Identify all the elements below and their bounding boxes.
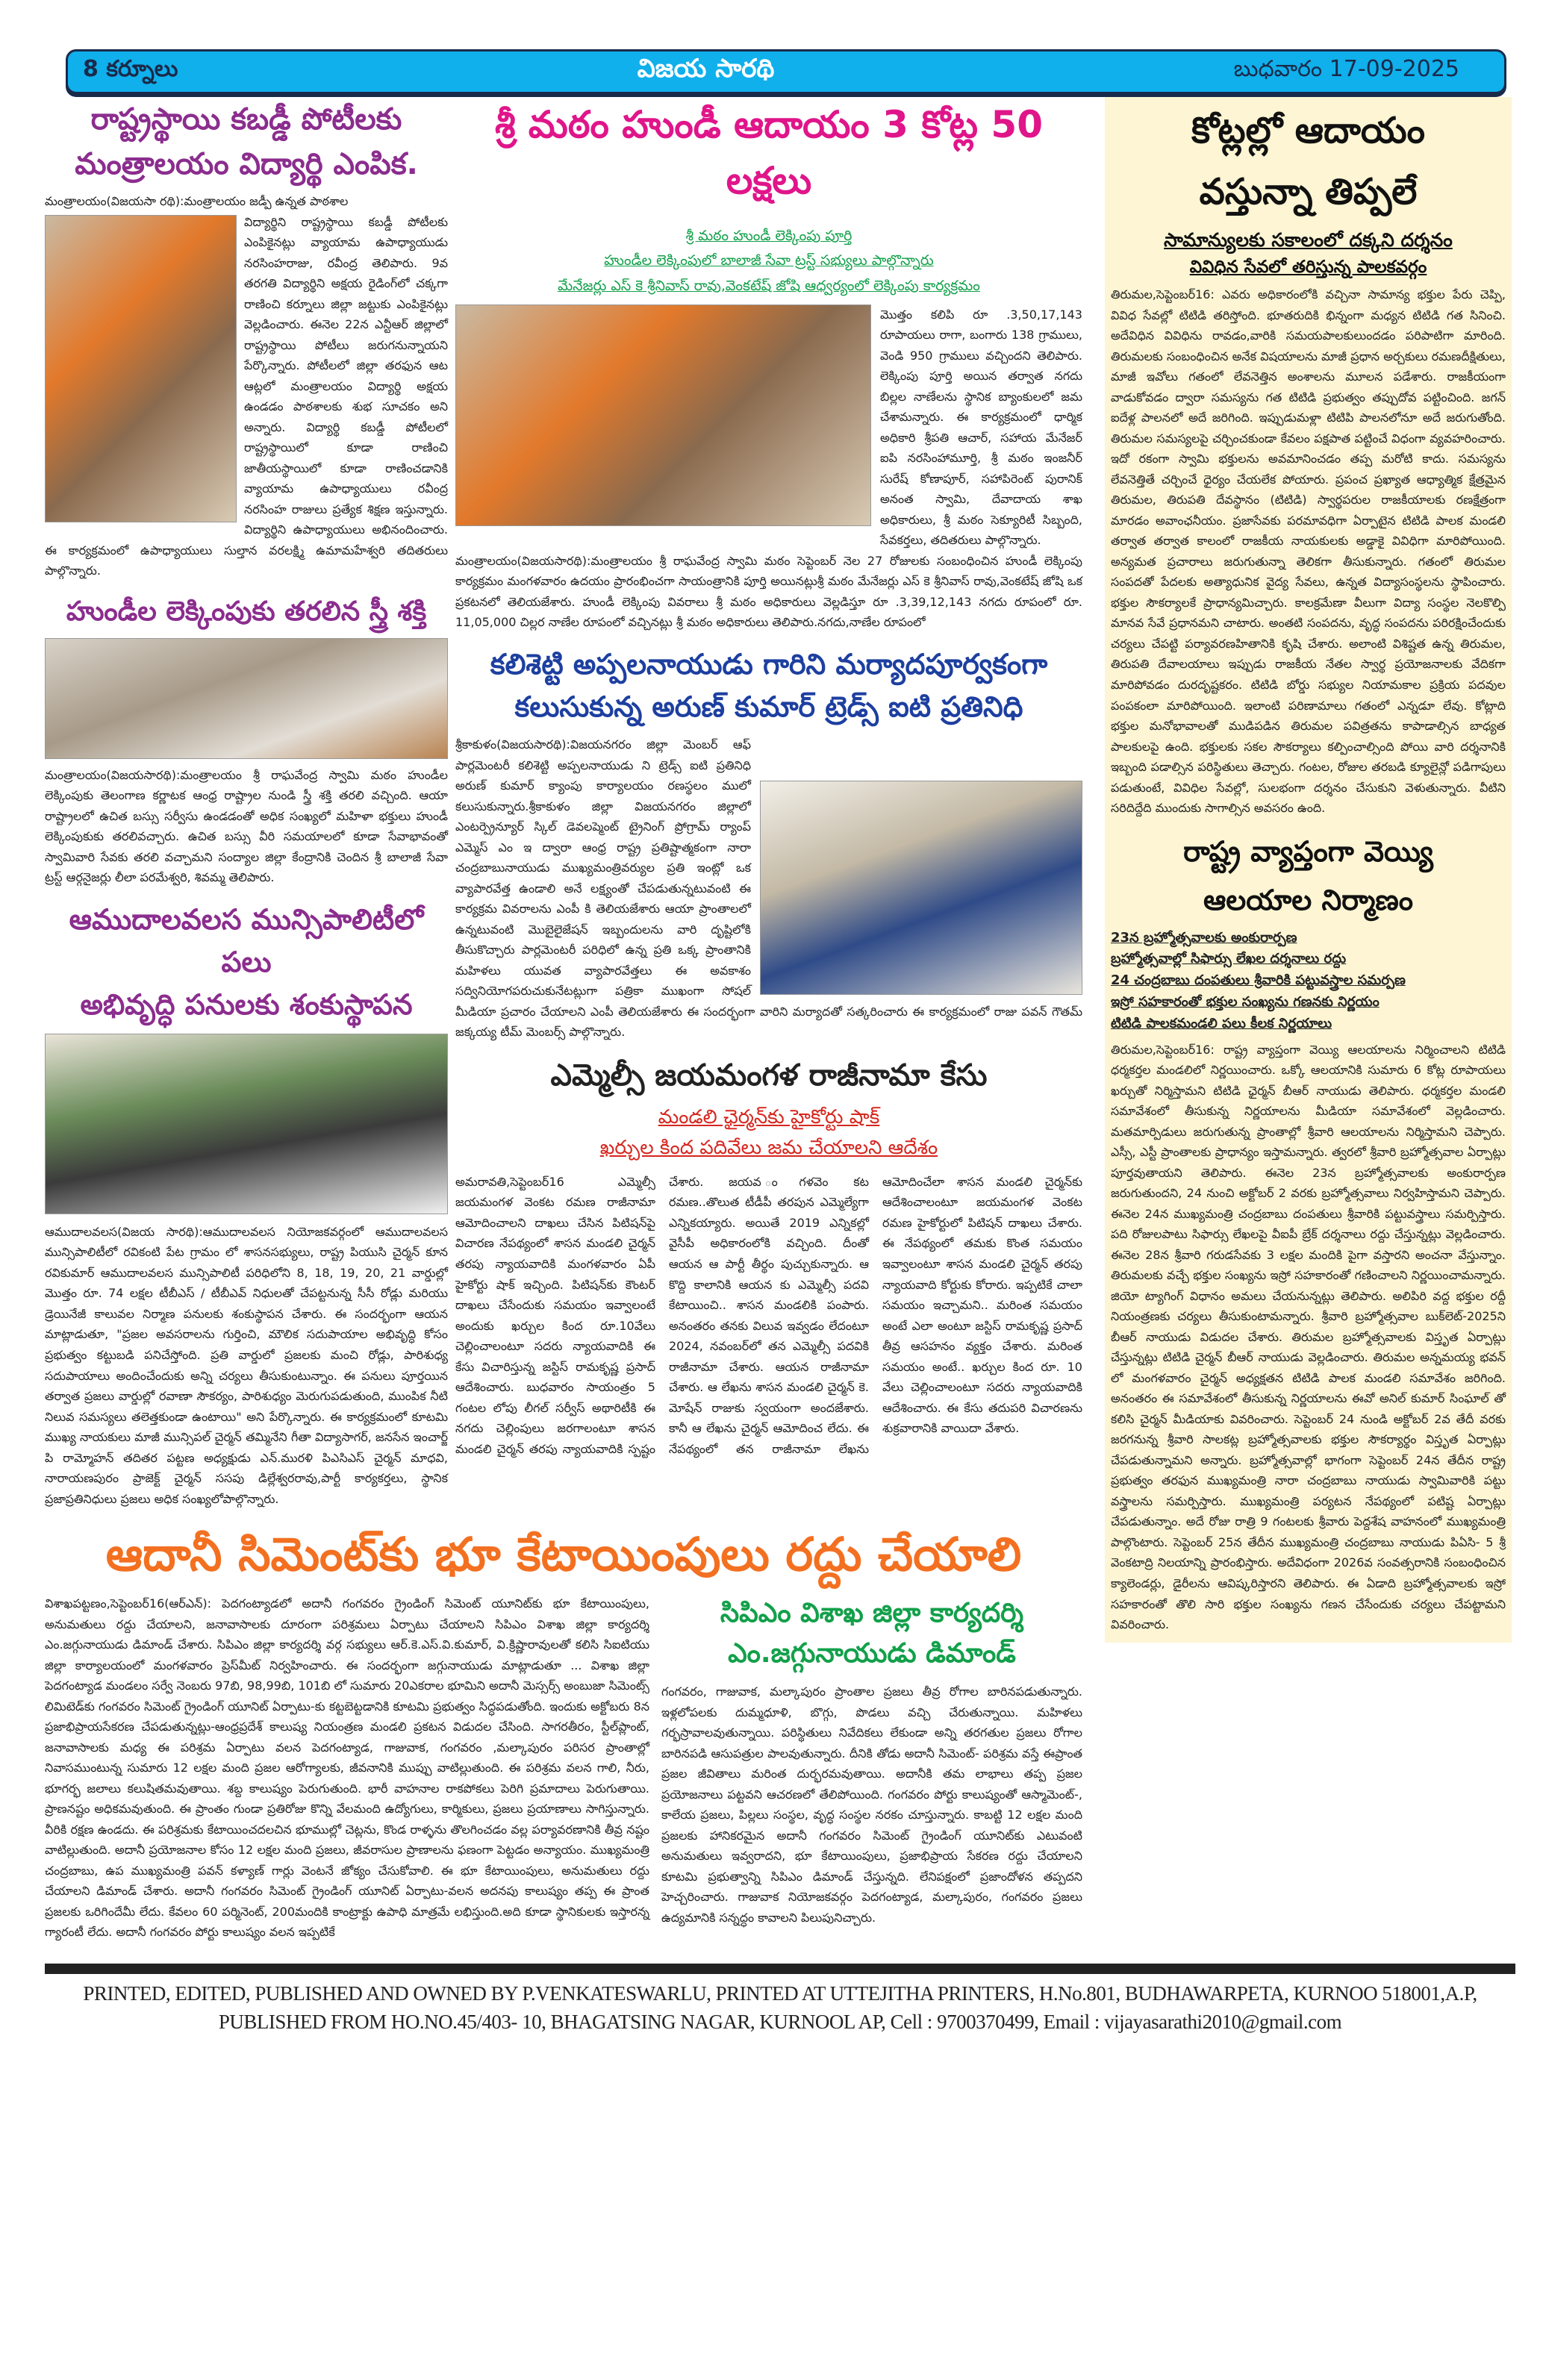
article-amudalavalasa xyxy=(45,899,448,1509)
right-column-panel xyxy=(1105,97,1512,1643)
article-body: తిరుమల,సెప్టెంబర్16: రాష్ట్ర వ్యాప్తంగా వెయ్యి ఆలయాలను నిర్మించాలని టిటిడి ధర్మకర్తల మండలిలో నిర్ణయించారు. ఒక్కో ఆలయానికి సుమారు 6 కోట్ల రూపాయలు ఖర్చుతో నిర్మిస్తామని టిటిడి ఛైర్మన్ బీఆర్ నాయుడు తెలిపారు. ధర్మకర్తల మండలి సమావేశంలో తీసుకున్న నిర్ణయాలను మీడియా సమావేశంలో వెల్లడించారు. మతమార్పిడులు జరుగుతున్న ప్రాంతాల్లో శ్రీవారి ఆలయాలను నిర్మిస్తామని చెప్పారు. ఎస్సీ, ఎస్టీ ప్రాంతాలకు ప్రాధాన్యం ఇస్తామన్నారు. త్వరలో శ్రీవారి బ్రహ్మోత్సవాల ఏర్పాట్లు పూర్తవుతాయని తెలిపారు. ఈనెల 23న బ్రహ్మోత్సవాలకు అంకురార్పణ జరుగుతుందని, 24 నుంచి అక్టోబర్ 2 వరకు బ్రహ్మోత్సవాలు నిర్వహిస్తామని చెప్పారు. ఈనెల 24న ముఖ్యమంత్రి చంద్రబాబు దంపతులు శ్రీవారికి పట్టువస్త్రాలు సమర్పిస్తారు. పది రోజులపాటు సిఫార్సు లేఖలపై వీఐపీ బ్రేక్ దర్శనాలు రద్దు చేస్తున్నట్లు వెల్లడించారు. ఈనెల 28న శ్రీవారి గరుడసేవకు 3 లక్షల మందికి పైగా వస్తారని అంచనా వేస్తున్నాం. తిరుమలకు వచ్చే భక్తుల సంఖ్యను ఇస్రో సహకారంతో గణించాలని నిర్ణయించామన్నారు. జియో ట్యాగింగ్ విధానం అమలు చేయనున్నట్లు తెలిపారు. అలిపిరి వద్ద భక్తుల రద్దీ నియంత్రణకు చర్యలు తీసుకుంటామన్నారు. శ్రీవారి బ్రహ్మోత్సవాల బుక్‌లెట్‌-2025ని బీఆర్ నాయుడు విడుదల చేశారు. తిరుమల బ్రహ్మోత్సవాలకు విస్తృత ఏర్పాట్లు చేస్తున్నట్లు టిటిడి చైర్మన్ బీఆర్ నాయుడు వెల్లడించారు. తిరుమల అన్నమయ్య భవన్ లో మంగళవారం చైర్మన్ అధ్యక్షతన టిటిడి పాలక మండలి సమావేశం జరిగింది. అనంతరం ఈ సమావేశంలో తీసుకున్న నిర్ణయాలను ఈవో అనిల్ కుమార్ సింఘాల్ తో కలిసి చైర్మన్ మీడియాకు వివరించారు. సెప్టెంబర్ 24 నుండి అక్టోబర్ 2వ తేదీ వరకు జరగనున్న శ్రీవారి సాలకట్ల బ్రహ్మోత్సవాలకు భక్తుల సౌకర్యార్థం విస్తృత ఏర్పాట్లు చేపడుతున్నామని అన్నారు. బ్రహ్మోత్సవాల్లో భాగంగా సెప్టెంబర్ 24న తేదీన రాష్ట్ర ప్రభుత్వం తరఫున ముఖ్యమంత్రి నారా చంద్రబాబు నాయుడు స్వామివారికి పట్టు వస్త్రాలను సమర్పిస్తారు. ముఖ్యమంత్రి పర్యటన నేపథ్యంలో పటిష్ట ఏర్పాట్లు చేపడుతున్నాం. అదే రోజు రాత్రి 9 గంటలకు శ్రీవారు పెద్దశేష వాహనంలో ముఖ్యమంత్రి పాల్గొంటారు. సెప్టెంబర్ 25న తేదీన ముఖ్యమంత్రి చంద్రబాబు నాయుడు పిఏసి- 5 శ్రీ వెంకటాద్రి నిలయాన్ని ప్రారంభిస్తారు. అదేవిధంగా 2026వ సంవత్సరానికి సంబంధించిన క్యాలెండర్లు, డైరీలను ఆవిష్కరిస్తారని తెలిపారు. ఈ ఏడాది బ్రహ్మోత్సవాలకు ఇస్రో సహకారంతో తొలి సారి భక్తుల సంఖ్యను గణన చేసేందుకు చర్యలు చేపట్టామని వివరించారు. xyxy=(1111,1042,1506,1632)
subheadline: ఎం.జగ్గునాయుడు డిమాండ్ xyxy=(728,1638,1016,1670)
masthead: విజయ సారథి xyxy=(637,54,775,84)
article-body: అమరావతి,సెప్టెంబర్16 ఎమ్మెల్సీ జయమంగళ వెంకట రమణ రాజీనామా ఆమోదించాలని దాఖలు చేసిన పిటిషన్‌పై విచారణ నేపథ్యంలో శాసన మండలి చైర్మన్ తరపు న్యాయవాదికి మంగళవారం ఏపీ హైకోర్టు షాక్ ఇచ్చింది. పిటిషన్‌కు కౌంటర్ దాఖలు చేసేందుకు సమయం ఇవ్వాలంటే అందుకు ఖర్చుల కింద రూ.10వేలు చెల్లించాలంటూ సదరు న్యాయవాదికి ఈ కేసు విచారిస్తున్న జస్టిస్ రామకృష్ణ ప్రసాద్ ఆదేశించారు. బుధవారం సాయంత్రం 5 గంటల లోపు లీగల్ సర్వీస్ అథారిటీకి ఈ నగదు చెల్లింపులు జరగాలంటూ శాసన మండలి చైర్మన్ తరపు న్యాయవాదికి స్పష్టం చేశారు. జయవ ంగళవెం కట రమణ..తొలుత టీడీపీ తరపున ఎమ్మెల్యేగా ఎన్నికయ్యారు. అయితే 2019 ఎన్నికల్లో వైసీపీ అధికారంలోకి వచ్చింది. దీంతో ఆయన ఆ పార్టీ తీర్థం పుచ్చుకున్నారు. ఆ కొద్ది కాలానికి ఆయన కు ఎమ్మెల్సీ పదవి కేటాయించి.. శాసన మండలికి పంపారు. అనంతరం తనకు విలువ ఇవ్వడం లేదంటూ 2024, నవంబర్‌లో తన ఎమ్మెల్సీ పదవికి రాజీనామా చేశారు. ఆయన రాజీనామా చేశారు. ఆ లేఖను శాసన మండలి చైర్మన్ కె. మోషేన్ రాజుకు స్వయంగా అందజేశారు. కానీ ఆ లేఖను చైర్మన్ ఆమోదించ లేదు. ఈ నేపథ్యంలో తన రాజీనామా లేఖను ఆమోదించేలా శాసన మండలి చైర్మన్‌కు ఆదేశించాలంటూ జయమంగళ వెంకట రమణ హైకోర్టులో పిటిషన్ దాఖలు చేశారు. ఈ నేపథ్యంలో తమకు కొంత సమయం ఇవ్వాలంటూ శాసన మండలి చైర్మన్ తరపు న్యాయవాది కోర్టుకు కోరారు. ఇప్పటికే చాలా సమయం ఇచ్చామని.. మరింత సమయం అంటే ఎలా అంటూ జస్టిస్ రామకృష్ణ ప్రసాద్ తీవ్ర ఆసహనం వ్యక్తం చేశారు. మరింత సమయం అంటే.. ఖర్చుల కింద రూ. 10 వేలు చెల్లించాలంటూ సదరు న్యాయవాదికి ఆదేశించారు. ఈ కేసు తదుపరి విచారణను శుక్రవారానికి వాయిదా వేశారు. xyxy=(455,1174,1082,1456)
headline: ఆలయాల నిర్మాణం xyxy=(1203,883,1414,916)
page-columns xyxy=(45,97,1543,1953)
subheadline: వివిధిన సేవలో తరిస్తున్న పాలకవర్గం xyxy=(1189,257,1427,277)
imprint-line-1: PRINTED, EDITED, PUBLISHED AND OWNED BY P.VENKATESWARLU, PRINTED AT UTTEJITHA PRINTERS, H.No.801, BUDHAWARPETA, KURNOO 518001,A.P, xyxy=(83,1981,1477,2005)
issue-date: బుధవారం 17-09-2025 xyxy=(1233,56,1459,82)
photo-foundation-stone xyxy=(45,1034,448,1214)
subheadline: మేనేజర్లు ఎస్ కె శ్రీనివాస్ రావు,వెంకటేష్ జోషి ఆధ్వర్యంలో లెక్కింపు కార్యక్రమం xyxy=(558,277,980,294)
page-number-label: 8 కర్నూలు xyxy=(83,56,178,82)
article-body: శ్రీకాకుళం(విజయసారథి):విజయనగరం జిల్లా మెంబర్ ఆఫ్ పార్లమెంటరీ కలిశెట్టి అప్పలనాయుడు ని ట్రెడ్స్ ఐటి ప్రతినిధి అరుణ్ కుమార్ క్యాంపు కార్యాలయం రణస్థలం ములో కలుసుకున్నారు.శ్రీకాకుళం జిల్లా విజయనగరం జిల్లాలో ఎంటర్ప్రెన్యూర్ స్కిల్ డెవలప్మెంట్ ట్రైనింగ్ ప్రోగ్రామ్ ర్యాంప్ ఎమ్మెస్ ఎం ఇ ద్వారా ఆంధ్ర రాష్ట్ర ప్రతిష్టాత్మకంగా నారా చంద్రబాబునాయుడు ముఖ్యమంత్రివర్యుల ప్రతి ఇంట్లో ఒక వ్యాపారవేత్త ఉండాలి అనే లక్ష్యంతో చేపడుతున్నటువంటి ఈ కార్యక్రమ వివరాలను ఎంపీ కి తెలియజేశారు ఆయా ప్రాంతాలలో ఉన్నటువంటి మొబైలైజేషన్ ఇబ్బందులను వారి దృష్టిలోకి తీసుకొచ్చారు పార్లమెంటరీ పరిధిలో ఉన్న ప్రతి ఒక్క ప్రాంతానికి మహిళలు యువత వ్యాపారవేత్తలు ఈ అవకాశం సద్వినియోగపరుచుకునేటట్లుగా పత్రికా ముఖంగా సోషల్ మీడియా ప్రచారం చేయాలని ఎంపీ తెలియజేశారు ఈ సందర్భంగా వారిని మర్యాదతో సత్కరించారు ఈ కార్యక్రమంలో రాజు పవన్ గౌతమ్ జక్కయ్య టీమ్ మెంబర్స్ పాల్గొన్నారు. xyxy=(455,737,1082,1040)
headline: కోట్లల్లో ఆదాయం xyxy=(1191,110,1425,152)
headline: హుండీల లెక్కింపుకు తరలిన స్త్రీ శక్తి xyxy=(66,596,427,627)
article-body-right: గంగవరం, గాజువాక, మల్కాపురం ప్రాంతాల ప్రజలు తీవ్ర రోగాల బారినపడుతున్నారు. ఇళ్లలోపలకు దుమ్మధూళి, బొగ్గు, పొడలు వచ్చి చేరుతున్నాయి. మహిళలు గర్భస్రావాలవుతున్నాయి. పరిస్థితులు నివేదికలు లేకుండా అన్ని తరగతుల ప్రజలు రోగాల బారినపడి ఆసుపత్రుల పాలవుతున్నారు. దీనికి తోడు అదానీ సిమెంట్- పరిశ్రమ వస్తే ఈప్రాంత ప్రజల జీవితాలు మరింత దుర్భరమవుతాయి. అదానీకి తమ లాభాలు తప్ప ప్రజల ప్రయోజనాలు పట్టవని ఆచరణలో తేలిపోయింది. గంగవరం పోర్టు కాలుష్యంతో ఆస్మామెంట్-, కాలేయ ప్రజలు, పిల్లలు సంస్థల, వృద్ధ సంస్థల నరకం చూస్తున్నారు. కాబట్టి 12 లక్షల మంది ప్రజలకు హానికరమైన అదానీ గంగవరం సిమెంట్ గ్రైండింగ్ యూనిట్‌కు ఎటువంటి అనుమతులు ఇవ్వరాదని, భూ కేటాయింపులు, ప్రజాభిప్రాయ సేకరణ రద్దు చేయాలని కూటమి ప్రభుత్వాన్ని సిపిఎం డిమాండ్ చేస్తున్నది. లేనిపక్షంలో ప్రజాందోళన తప్పదని హెచ్చరించారు. గాజువాక నియోజకవర్గం పెదగంట్యాడ, మల్కాపురం, గంగవరం ప్రజలు ఉద్యమానికి సన్నద్ధం కావాలని పిలుపునిచ్చారు. xyxy=(661,1684,1082,1925)
headline: రాష్ట్ర వ్యాప్తంగా వెయ్యి xyxy=(1183,834,1433,868)
subheadline: టిటిడి పాలకమండలి పలు కీలక నిర్ణయాలు xyxy=(1111,1015,1332,1031)
article-body: విద్యార్థిని రాష్ట్రస్థాయి కబడ్డీ పోటీలకు ఎంపికైనట్లు వ్యాయామ ఉపాధ్యాయుడు నరసింహరాజు, రవీంద్ర తెలిపారు. 9వ తరగతి విద్యార్థిని అక్షయ రైడింగ్‌లో చక్కగా రాణించి కర్నూలు జిల్లా జట్టుకు ఎంపికైనట్లు వెల్లడించారు. ఈనెల 22న ఎన్టీఆర్ జిల్లాలో రాష్ట్రస్థాయి పోటీలు జరుగనున్నాయని పేర్కొన్నారు. పోటీలలో జిల్లా తరఫున ఆట ఆట్లలో మంత్రాలయం విద్యార్థి అక్షయ ఉండడం పాఠశాలకు శుభ సూచకం అని అన్నారు. విద్యార్థి కబడ్డీ పోటీలలో రాష్ట్రస్థాయిలో కూడా రాణించి జాతీయస్థాయిలో కూడా రాణించడానికి వ్యాయామ ఉపాధ్యాయులు రవీంద్ర నరసింహ రాజులు ప్రత్యేక శిక్షణ ఇస్తున్నారు. విద్యార్థిని ఉపాధ్యాయులు అభినందించారు. ఈ కార్యక్రమంలో ఉపాధ్యాయులు సుల్తాన వరలక్ష్మి ఉమామహేశ్వరి తదితరులు పాల్గొన్నారు. xyxy=(45,214,448,578)
subheadline: సిపిఎం విశాఖ జిల్లా కార్యదర్శి xyxy=(720,1598,1024,1629)
page-header-bar xyxy=(66,49,1506,94)
headline: కలిశెట్టి అప్పలనాయుడు గారిని మర్యాదపూర్వకంగా xyxy=(490,648,1048,681)
article-adani-cement xyxy=(45,1519,1082,1943)
headline: ఆముదాలవలస మున్సిపాలిటీలో పలు xyxy=(69,902,424,978)
headline: రాష్ట్రస్థాయి కబడ్డీ పోటీలకు xyxy=(90,102,402,137)
subheadline: ఇస్రో సహకారంతో భక్తుల సంఖ్యను గణనకు నిర్ణయం xyxy=(1111,993,1380,1010)
article-srimatham-hundi xyxy=(455,97,1082,633)
headline: ఎమ్మెల్సీ జయమంగళ రాజీనామా కేసు xyxy=(550,1058,988,1093)
photo-meeting xyxy=(760,781,1082,995)
subheadline: 24 చంద్రబాబు దంపతులు శ్రీవారికి పట్టువస్త్రాల సమర్పణ xyxy=(1111,972,1406,989)
middle-column xyxy=(455,97,1082,1469)
article-kalisetti xyxy=(455,643,1082,1043)
headline: కలుసుకున్న అరుణ్ కుమార్ ట్రెడ్స్ ఐటి ప్రతినిధి xyxy=(514,690,1023,723)
footer-rule xyxy=(45,1964,1515,1974)
photo-hundi-counting xyxy=(45,638,448,759)
article-body: ఆముదాలవలస(విజయ సారథి):ఆముదాలవలస నియోజకవర్గంలో ఆముదాలవలస మున్సిపాలిటీలో రవికంటి పేట గ్రామం లో శాసనసభ్యులు, రాష్ట్ర పియుసి చైర్మన్ కూన రవికుమార్ ఆముదాలవలస మున్సిపాలిటీ పరిధిలోని 8, 18, 19, 20, 21 వార్డుల్లో మొత్తం రూ. 74 లక్షల టీబీఎస్ / టీబీఎవ్ నిధులతో చేపట్టనున్న సీసీ రోడ్లు మరియు డ్రెయినేజీ కాలువల నిర్మాణ పనులకు శంకుస్థాపన చేశారు. ఈ సందర్భంగా ఆయన మాట్లాడుతూ, "ప్రజల అవసరాలను గుర్తించి, మౌలిక సదుపాయాల అభివృద్ధి కోసం ప్రభుత్వం కట్టుబడి పనిచేస్తోంది. ప్రతి వార్డులో ప్రజలకు మంచి రోడ్లు, పారిశుధ్య సదుపాయాలు అందించేందుకు అన్ని చర్యలు తీసుకుంటున్నాం. ఈ పనులు పూర్తయిన తర్వాత ప్రజలు వార్డుల్లో రవాణా సౌకర్యం, పారిశుధ్యం మెరుగుపడుతుంది, ముంపిక నీటి నిలువ సమస్యలు తలెత్తకుండా ఉంటాయి" అని పేర్కొన్నారు. ఈ కార్యక్రమంలో కూటమి ముఖ్య నాయకులు మాజీ మున్సిపల్ చైర్మన్ తమ్మినేని గీతా విద్యాసాగర్, జనసేన ఇంచార్జ్ పి రామ్మోహన్ తదితర పట్టణ అధ్యక్షుడు ఎన్.మురళి పిఎసిఎస్ చైర్మన్ మాధవి, నారాయణపురం ప్రాజెక్ట్ చైర్మన్ ససపు డిల్లేశ్వరరావు,పార్టీ కార్యకర్తలు, స్థానిక ప్రజాప్రతినిధులు ప్రజలు అధిక సంఖ్యలోపాల్గొన్నారు. xyxy=(45,1224,448,1506)
article-mlc-resignation xyxy=(455,1053,1082,1459)
headline: శ్రీ మఠం హుండీ ఆదాయం 3 కోట్ల 50 లక్షలు xyxy=(495,103,1043,202)
subheadline: సామాన్యులకు సకాలంలో దక్కని దర్శనం xyxy=(1164,229,1453,252)
headline: మంత్రాలయం విద్యార్థి ఎంపిక. xyxy=(75,147,418,181)
subheadline: మండలి ఛైర్మన్‌కు హైకోర్టు షాక్ xyxy=(658,1105,880,1128)
subheadline: ఖర్చుల కింద పదివేలు జమ చేయాలని ఆదేశం xyxy=(599,1137,938,1160)
subheadline: బ్రహ్మోత్సవాల్లో సిఫార్సు లేఖల దర్శనాలు రద్దు xyxy=(1111,951,1347,967)
subheadline: హుండీల లెక్కింపులో బాలాజీ సేవా ట్రస్ట్ సభ్యులు పాల్గొన్నారు xyxy=(604,252,934,269)
headline: వస్తున్నా తిప్పలే xyxy=(1199,171,1418,213)
article-kabaddi xyxy=(45,97,448,581)
subheadline: శ్రీ మఠం హుండీ లెక్కింపు పూర్తి xyxy=(685,228,852,244)
imprint-line-2: PUBLISHED FROM HO.NO.45/403- 10, BHAGATSING NAGAR, KURNOOL AP, Cell : 9700370499, Email : vijayasarathi2010@gmail.com xyxy=(218,2010,1342,2033)
left-column xyxy=(45,97,448,1519)
subheadline: 23న బ్రహ్మోత్సవాలకు అంకురార్పణ xyxy=(1111,929,1297,946)
article-body-left: విశాఖపట్టణం,సెప్టెంబర్16(ఆర్‌ఎన్): పెదగంట్యాడలో అదానీ గంగవరం గ్రైండింగ్ సిమెంట్ యూనిట్‌కు భూ కేటాయింపులు, అనుమతులు రద్దు చేయాలని, జనావాసాలకు దూరంగా పరిశ్రమలు ఏర్పాటు చేయాలని సిపిఎం విశాఖ జిల్లా కార్యదర్శి ఎం.జగ్గునాయుడు డిమాండ్ చేశారు. సిపిఎం జిల్లా కార్యదర్శి వర్గ సభ్యులు ఆర్.కె.ఎస్.వి.కుమార్, వి.క్రిష్ణారావులతో కలిసి సిఐటియు జిల్లా కార్యాలయంలో మంగళవారం ప్రెస్‌మీట్ నిర్వహించారు. ఈ సందర్భంగా జగ్గునాయుడు మాట్లాడుతూ ... విశాఖ జిల్లా పెదగంట్యాడ మండలం సర్వే నెంబరు 97బి, 98,99బి, 101బి లో సుమారు 20ఎకరాల భూమిని అదానీ మెస్సర్స్ అంబుజా సిమెంట్స్ లిమిటెడ్‌కు గంగవరం సిమెంట్ గ్రైండింగ్ యూనిట్ ఏర్పాటు-కు కట్టబెట్టడానికి కూటమి ప్రభుత్వం సిద్ధపడుతోంది. ఇందుకు అక్టోబరు 8న ప్రజాభిప్రాయసేకరణ చేపడుతున్నట్లు-ఆంధ్రప్రదేశ్ కాలుష్య నియంత్రణ మండలి ప్రకటన విడుదల చేసింది. సాగరతీరం, స్టీల్‌ప్లాంట్, జనావాసాలకు మధ్య ఈ పరిశ్రమ ఏర్పాటు వలన పెదగంట్యాడ, గాజువాక, గంగవరం ,మల్కాపురం పరిసర ప్రాంతాల్లో నివాసముంటున్న సుమారు 12 లక్షల మంది ప్రజల ఆరోగ్యాలకు, జీవనానికి ముప్పు వాటిల్లుతుంది. ఈ పరిశ్రమ వలన గాలి, నీరు, భూగర్భ జలాలు కలుషితమవుతాయి. శబ్ద కాలుష్యం పెరుగుతుంది. భారీ వాహనాల రాకపోకలు పెరిగి ప్రమాదాలు పెరుగుతాయి. ప్రాణనష్టం అధికమవుతుంది. ఈ ప్రాంతం గుండా ప్రతిరోజు కొన్ని వేలమంది ఉద్యోగులు, కార్మికులు, ప్రజలు ప్రయాణాలు సాగిస్తున్నారు. వీరికి రక్షణ ఉండదు. ఈ పరిశ్రమకు కేటాయించదలచిన భూముల్లో చెట్లను, కొండ రాళ్ళను తొలగించడం వల్ల పర్యావరణానికి తీవ్ర నష్టం వాటిల్లుతుంది. అదానీ ప్రయోజనాల కోసం 12 లక్షల మంది ప్రజలు, జీవరాసుల ప్రాణాలను ఫణంగా పెట్టడం అన్యాయం. ముఖ్యమంత్రి చంద్రబాబు, ఉప ముఖ్యమంత్రి పవన్ కళ్యాణ్ గార్లు వెంటనే జోక్యం చేసుకోవాలి. ఈ భూ కేటాయింపులు, అనుమతులు రద్దు చేయాలని డిమాండ్ చేశారు. అదానీ గంగవరం సిమెంట్ గ్రైండింగ్ యూనిట్ ఏర్పాటు-వలన అదనపు కాలుష్యం తప్ప ఈ ప్రాంత ప్రజలకు ఒరిగిందేమీ లేదు. కేవలం 60 పర్మినెంట్, 200మందికి కాంట్రాక్టు ఉపాధి మాత్రమే లభిస్తుంది.అది కూడా స్థానికులకు ఇస్తారన్న గ్యారంటీ లేదు. అదానీ గంగవరం పోర్టు కాలుష్యం వలన ఇప్పటికే xyxy=(45,1596,649,1940)
article-side-body: మొత్తం కలిపి రూ .3,50,17,143 రూపాయలు రాగా, బంగారు 138 గ్రాములు, వెండి 950 గ్రాములు వచ్చిందని తెలిపారు. లెక్కింపు పూర్తి అయిన తర్వాత నగదు బిల్లల నాణేలను స్థానిక బ్యాంకులలో జమ చేశామన్నారు. ఈ కార్యక్రమంలో ధార్మిక అధికారి శ్రీపతి ఆచార్, సహాయ మేనేజర్ ఐపి నరసింహామూర్తి, శ్రీ మఠం ఇంజనీర్ సురేష్ కోణాపూర్, సహాపిరెంట్ పురానిక్ అనంత స్వామి, దేవాదాయ శాఖ అధికారులు, శ్రీ మఠం సెక్యూరిటీ సిబ్బంది, సేవకర్తలు, తదితరులు పాల్గొన్నారు. xyxy=(880,307,1082,548)
article-body: తిరుమల,సెప్టెంబర్16: ఎవరు అధికారంలోకి వచ్చినా సామాన్య భక్తుల పేరు చెప్పి, వివిధ సేవల్లో టిటిడి తరిస్తోంది. భూతరుదికి భిన్నంగా మధ్యన టిటిడి గత సినించి. అదేవిధిన వివిధిను రావడం,వారికి సమయపాలకులుందడం పరిపాటిగా మారింది. తిరుమలకు సంబంధించిన అనేక విషయాలను మాజీ ప్రధాన అర్చకులు రమణదీక్షితులు, మాజీ ఇవోలు గతంలో లేవనెత్తిన అంశాలను మూలన పడేశారు. రాజకీయంగా వాడుకోవడం ద్వారా సమస్యను గత టిటిడి ప్రభుత్వం తప్పుదోవ పట్టించింది. జగన్ ఐదేళ్ల పాలనలో అదే జరిగింది. ఇప్పుడుమళ్లా టిటిపి పాలనలోనూ అదే జరుగుతోంది. తిరుమల సమస్యలపై చర్చించకుండా కేవలం పక్షపాత పట్టించే విధంగా వ్యవహరించారు. ఇదో రకంగా స్వామి భక్తులను అవమానించడం తప్ప మరోటి కాదు. సమస్యను లేవనెత్తితే చర్చించే ధైర్యం చేయలేక పోయారు. ప్రపంచ ప్రఖ్యాత ఆధ్యాత్మిక క్షేత్రమైన తిరుమల, తిరుపతి దేవస్థానం (టిటిడి) స్వార్థపరుల రాజకీయాలకు రణక్షేత్రంగా మారడం అవాంఛనీయం. ప్రజాసేవకు పరమావధిగా ఏర్పాటైన టిటిడి పాలక మండలి తర్వాత తర్వాత కాలంలో రాజకీయ నాయకులకు అడ్డాకై వివిధిగా మారిపోయింది. అన్యమత ప్రచారాలు జరుగుతున్నా తెలికగా తీసుకున్నారు. గతంలో తిరుమల సంపదతో పేదలకు అత్యాధునిక వైద్య సేవలు, ఉన్నత విద్యాసంస్థలను స్థాపించారు. భక్తుల సౌకర్యాలకే ప్రాధాన్యమిచ్చారు. కాలక్రమేణా వీలుగా విద్యా సంస్థల నెలకొల్పి మానవ సేవే ప్రధానమని చాటారు. అంతటి సంపదను, వృద్ధ సంపదను పరిరక్షించేందుకు చర్యలు చేపట్టి పర్యావరణహితానికి కృషి చేశారు. అలాంటి విశిష్టత ఉన్న తిరుమల, తిరుపతి దేవాలయాలు ఇప్పుడు రాజకీయ నేతల స్వార్థ ప్రయోజనాలకు వేదికగా మారిపోవడం దురదృష్టకరం. టిటిడి బోర్డు సభ్యుల నియామకాల ప్రక్రియ పదవుల పంపకంలా మారిపోయింది. ఇలాంటి పరిణామాలు గతంలో ఎన్నడూ లేవు. కోట్లాది భక్తుల మనోభావాలతో ముడిపడిన తిరుమల పవిత్రతను కాపాడాల్సిన బాధ్యత పాలకులపై ఉంది. భక్తులకు సకల సౌకర్యాలు కల్పించాల్సింది పోయి వారి దర్శనానికి ఇబ్బంది పడాల్సిన పరిస్థితులు తెచ్చారు. గంటల, రోజుల తరబడి క్యూలైన్లో పడిగాపులు పడుతుంటే, వివిధిల సేవల్లో, సులభంగా దర్శనం చేసుకుని వెళుతున్నారు. వీటిని సరిదిద్దేది ముందుకు సాగాల్సిన అవసరం ఉంది. xyxy=(1111,287,1506,816)
headline: ఆదానీ సిమెంట్‌కు భూ కేటాయింపులు రద్దు చేయాలి xyxy=(105,1527,1022,1582)
article-body: మంత్రాలయం(విజయసారథి):మంత్రాలయం శ్రీ రాఘవేంద్ర స్వామి మఠం హుండీల లెక్కింపుకు తెలంగాణ కర్ణాటక ఆంధ్ర రాష్ట్రాల నుండి స్త్రీ శక్తి తరలి వచ్చింది. ఆయా రాష్ట్రాలలో ఉచిత బస్సు సర్వీసు ఉండడంతో అధిక సంఖ్యలో మహిళా భక్తులు హుండీ లెక్కింపుకుకు తరలివచ్చారు. ఉచిత బస్సు వీరి సమయాలలో కూడా సేవాభావంతో స్వామివారి సేవకు తరలి వచ్చామని సంద్యాల జిల్లా కేంద్రానికి చెందిన శ్రీ బాలాజీ సేవా ట్రస్ట్ ఆర్గనైజర్లు లీలా పరమేశ్వరి, శివమ్మ తెలిపారు. xyxy=(45,767,448,885)
article-body: మంత్రాలయం(విజయసారథి):మంత్రాలయం శ్రీ రాఘవేంద్ర స్వామి మఠం సెప్టెంబర్ నెల 27 రోజులకు సంబంధించిన హుండీ లెక్కింపు కార్యక్రమం మంగళవారం ఉదయం ప్రారంభించగా సాయంత్రానికి పూర్తి అయినట్లుశ్రీ మఠం మేనేజర్లు ఎస్ కె శ్రీనివాస్ రావు,వెంకటేష్ జోషి ఒక ప్రకటనలో తెలియజేశారు. హుండీ లెక్కింపు వివరాలు శ్రీ మఠం అధికారులు వెల్లడిస్తూ రూ .3,39,12,143 నగదు రూపంలో రూ. 11,05,000 చిల్లర నాణేల రూపంలో వచ్చినట్లు శ్రీ మఠం అధికారులు తెలిపారు.నగదు,నాణేల రూపంలో xyxy=(455,553,1082,630)
photo-students xyxy=(45,215,237,522)
photo-hundi-counting xyxy=(455,304,871,526)
article-hundi-women xyxy=(45,592,448,888)
headline: అభివృద్ధి పనులకు శంకుస్థాపన xyxy=(80,987,413,1021)
byline: మంత్రాలయం(విజయసా రథి):మంత్రాలయం జడ్పీ ఉన్నత పాఠశాల xyxy=(45,194,349,208)
